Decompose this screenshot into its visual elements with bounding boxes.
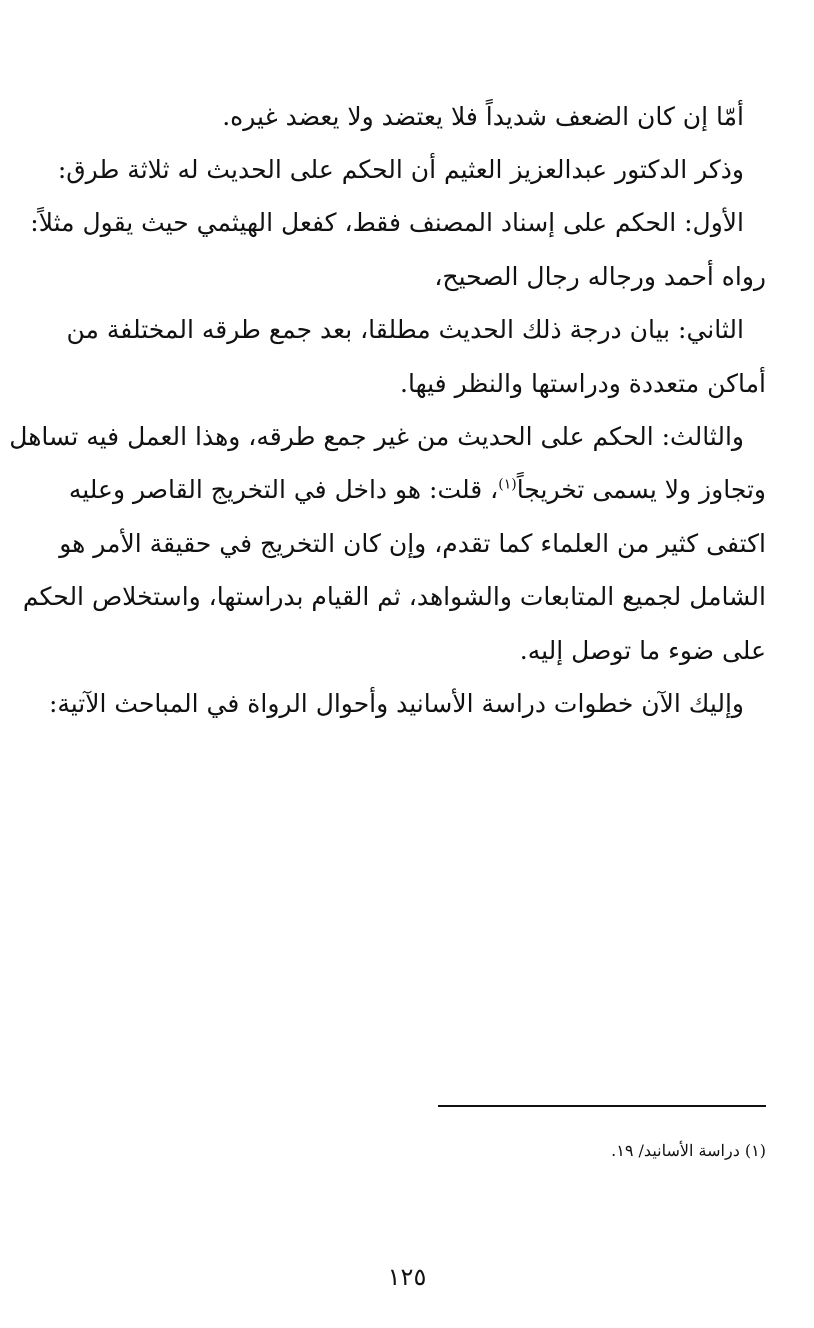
footnote-marker[interactable]: (١)	[498, 476, 517, 493]
body-line-2: وذكر الدكتور عبدالعزيز العثيم أن الحكم على الحديث له ثلاثة طرق:	[57, 155, 744, 184]
body-line-12: وإليك الآن خطوات دراسة الأسانيد وأحوال الرواة في المباحث الآتية:	[48, 689, 744, 718]
body-line-5: الثاني: بيان درجة ذلك الحديث مطلقا، بعد جمع طرقه المختلفة من	[66, 315, 744, 344]
body-line-6: أماكن متعددة ودراستها والنظر فيها.	[400, 369, 766, 398]
body-line-3: الأول: الحكم على إسناد المصنف فقط، كفعل الهيثمي حيث يقول مثلاً:	[30, 208, 744, 237]
body-line-10: الشامل لجميع المتابعات والشواهد، ثم القيام بدراستها، واستخلاص الحكم	[22, 582, 766, 611]
body-line-1: أمّا إن كان الضعف شديداً فلا يعتضد ولا يعضد غيره.	[222, 102, 744, 131]
body-line-7: والثالث: الحكم على الحديث من غير جمع طرقه، وهذا العمل فيه تساهل	[9, 422, 744, 451]
footnote-text: (١) دراسة الأسانيد/ ١٩.	[611, 1141, 766, 1160]
body-line-8-end: ، قلت: هو داخل في التخريج القاصر وعليه	[68, 475, 499, 504]
body-line-4: رواه أحمد ورجاله رجال الصحيح،	[434, 262, 766, 291]
body-line-8	[38, 470, 766, 510]
body-line-9: اكتفى كثير من العلماء كما تقدم، وإن كان التخريج في حقيقة الأمر هو	[59, 529, 766, 558]
page-number: ١٢٥	[387, 1263, 427, 1291]
body-line-8-start: وتجاوز ولا يسمى تخريجاً	[516, 475, 766, 504]
footnote-separator	[438, 1105, 766, 1107]
body-line-11: على ضوء ما توصل إليه.	[519, 636, 766, 665]
